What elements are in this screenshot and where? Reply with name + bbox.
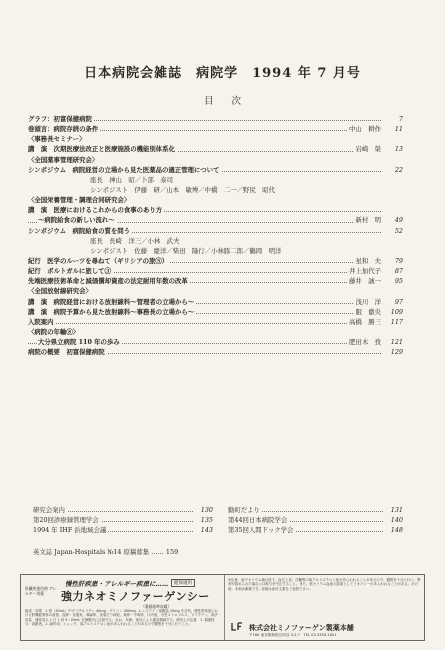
misc-entry-page: 130 xyxy=(195,505,213,515)
toc-title: 〈全国放射線研究会〉 xyxy=(28,287,92,296)
toc-title: 紀行 ボルトガルに旅して③ xyxy=(28,267,111,276)
ad-product-name: 強力ネオミノファーゲンシー xyxy=(61,590,210,603)
misc-entry-page: 135 xyxy=(195,515,213,525)
toc-title: 〈事務長セミナー〉 xyxy=(28,135,86,144)
toc-author: 井上加代子 xyxy=(349,267,381,276)
toc-page-number: 22 xyxy=(385,165,403,175)
misc-last-entry: 英文誌 Japan-Hospitals №14 原稿募集 …… 159 xyxy=(33,548,179,556)
toc-author: 浅川 洋 xyxy=(355,297,381,306)
misc-entry-title: 第44回日本病院学会 xyxy=(228,516,288,525)
toc-page-number: 79 xyxy=(385,256,403,266)
ad-divider xyxy=(224,575,225,640)
toc-page-number: 87 xyxy=(385,266,403,276)
toc-title: シンポジウム 病院給食の質を問う xyxy=(28,226,131,235)
misc-entry xyxy=(33,505,213,515)
ad-approval-note: （薬価基準収載） xyxy=(141,604,172,609)
misc-entry-title: 動町だより xyxy=(228,506,260,514)
ad-insurance-badge: 健保適用 xyxy=(171,579,195,587)
toc-row xyxy=(28,205,403,215)
toc-page-number: 11 xyxy=(385,124,403,134)
pharma-advertisement xyxy=(20,574,425,641)
company-logo-icon xyxy=(231,622,243,632)
toc-title: グラフ：初富保健病院 xyxy=(28,115,92,123)
toc-row xyxy=(28,226,403,236)
toc-leader-dots xyxy=(28,323,381,324)
ad-company-name: 株式会社ミノファーゲン製薬本舗 xyxy=(249,624,354,632)
toc-row xyxy=(28,317,403,327)
toc-row xyxy=(28,256,403,266)
toc-title: 講 演 病院予算から見た放射線科〜事務長の立場から〜 xyxy=(28,307,195,316)
toc-title: 講 演 次期医療法改正と医療施設の機能別体系化 xyxy=(28,145,175,154)
toc-people: 座長 神山 昭／卜部 泰司 xyxy=(90,175,174,184)
toc-row xyxy=(28,195,403,205)
toc-row xyxy=(28,236,403,246)
toc-row xyxy=(28,185,403,195)
toc-title: 入院案内 xyxy=(28,317,54,326)
toc-row xyxy=(28,246,403,256)
toc-row xyxy=(28,286,403,296)
toc-page-number: 117 xyxy=(385,317,403,327)
toc-row xyxy=(28,124,403,134)
toc-row xyxy=(28,307,403,317)
toc-title: 大分県立病院 110 年の歩み xyxy=(38,338,120,347)
toc-row xyxy=(28,144,403,154)
toc-author: 藤井 誠一 xyxy=(349,277,381,286)
misc-entry xyxy=(228,505,403,515)
toc-row xyxy=(28,165,403,175)
toc-title: 病院の概要 初富保健病院 xyxy=(28,348,105,357)
misc-entry xyxy=(33,525,213,535)
misc-entry-title: 第35回人間ドック学会 xyxy=(228,526,294,535)
ad-body-right: ※注意：血中カリウム値の低下、血圧上昇、浮腫等の偽アルドステロン症があらわれることがあるので、観察を十分に行い、異常が認められた場合には投与を中止すること。また、低カリウム血症の結果としてミオパシーがあらわれることがある。その他：本剤は劇薬です。詳細は添付文書をご参照下さい。 xyxy=(228,578,421,591)
misc-entry-page: 140 xyxy=(385,515,403,525)
toc-page-number: 129 xyxy=(385,347,403,357)
toc-row xyxy=(28,337,403,347)
toc-title: 〜病院給食の新しい流れ〜 xyxy=(38,216,115,225)
misc-entry-title: 第20回診療録管理学会 xyxy=(33,516,99,525)
toc-row xyxy=(28,266,403,276)
ad-category-label: 肝臓疾患用剤 アレルギー用薬 xyxy=(25,586,57,596)
ad-company-address: 〒160 東京都新宿区四谷 3-2-7 TEL 03-3353-1651 xyxy=(249,633,337,637)
misc-entry-page: 131 xyxy=(385,505,403,515)
toc-page-number: 109 xyxy=(385,307,403,317)
toc-author: 高橋 勝三 xyxy=(349,317,381,326)
toc-row xyxy=(28,114,403,124)
toc-title: 〈病院の年輪⑧〉 xyxy=(28,327,80,336)
toc-heading: 目次 xyxy=(203,96,259,107)
toc-page-number: 121 xyxy=(385,337,403,347)
toc-title: 講 演 病院経営における放射線科〜管理者の立場から〜 xyxy=(28,297,195,306)
toc-title: 先端医療技術革命と減価償却資産の法定耐用年数の改革 xyxy=(28,277,188,286)
misc-entry-page: 148 xyxy=(385,525,403,535)
toc-title: 巻頭言：病院存続の条件 xyxy=(28,125,99,134)
toc-row xyxy=(28,327,403,337)
toc-title: 〈全国栄養管理・調理合同研究会〉 xyxy=(28,196,131,205)
toc-page-number: 52 xyxy=(385,226,403,236)
toc-page-number: 49 xyxy=(385,215,403,225)
toc-row xyxy=(28,347,403,357)
misc-row xyxy=(33,515,403,525)
misc-entry xyxy=(228,515,403,525)
toc-row xyxy=(28,215,403,225)
ad-tagline: 慢性肝疾患・アレルギー疾患に…… xyxy=(65,580,169,588)
journal-title: 日本病院会雑誌 病院学 1994 年 7 月号 xyxy=(84,66,361,81)
toc-people: シンポジスト 佐藤 慶洋／柴田 隆行／小林豚二郎／鶴岡 明洋 xyxy=(90,246,282,255)
table-of-contents xyxy=(28,114,403,357)
misc-listing xyxy=(33,505,403,535)
toc-row xyxy=(28,155,403,165)
toc-page-number: 95 xyxy=(385,276,403,286)
toc-people: シンポジスト 伊藤 研／山本 敏博／中橋 二一／野尻 昭代 xyxy=(90,185,275,194)
misc-row xyxy=(33,505,403,515)
toc-page-number: 13 xyxy=(385,144,403,154)
toc-author: 星和 夫 xyxy=(355,256,381,265)
misc-entry xyxy=(33,515,213,525)
toc-title: 紀行 医学のルーツを尋ねて（ギリシアの旅⑤） xyxy=(28,256,169,265)
toc-page-number: 7 xyxy=(385,114,403,124)
misc-entry-title: 1994 年 IHF 浜地域会議 xyxy=(33,526,107,535)
toc-people: 座長 長崎 洋三／小林 武夫 xyxy=(90,236,180,245)
toc-row xyxy=(28,297,403,307)
misc-entry-title: 研究会案内 xyxy=(33,506,65,514)
misc-entry xyxy=(228,525,403,535)
toc-row xyxy=(28,276,403,286)
toc-author: 新村 明 xyxy=(355,216,381,225)
toc-author: 服 徹央 xyxy=(355,307,381,316)
ad-body-left: 組成・効果 1 管（20mL）中グリチルリチン 40mg、グリシン 400mg、L-システイン塩酸塩 20mg を含有。慢性肝疾患における肝機能異常の改善、湿疹・皮膚炎、蕁麻疹、皮膚そう痒症、薬疹・中毒疹、口内炎、小児ストロフルス、フリクテン。用法・用量 通常成人 1 日 1 回 5〜20mL を静脈内に注射する。なお、年齢、症状により適宜増減する。使用上の注意 1. 慎重投与：高齢者。2. 副作用：ショック、偽アルドステロン症があらわれることがあるので観察を十分に行うこと。 xyxy=(25,609,221,626)
misc-entry-page: 143 xyxy=(195,525,213,535)
toc-author: 肥田木 孜 xyxy=(349,338,381,347)
toc-title: 講 演 医療におけるこれからの食事のあり方 xyxy=(28,206,163,215)
toc-author: 中山 耕作 xyxy=(349,125,381,134)
toc-author: 岩崎 榮 xyxy=(355,145,381,154)
toc-title: シンポジウム 病院経営の立場から見た医薬品の適正管理について xyxy=(28,165,220,174)
misc-row xyxy=(33,525,403,535)
toc-title: 〈全国薬事管理研究会〉 xyxy=(28,155,99,164)
toc-row xyxy=(28,134,403,144)
toc-page-number: 97 xyxy=(385,297,403,307)
toc-row xyxy=(28,175,403,185)
